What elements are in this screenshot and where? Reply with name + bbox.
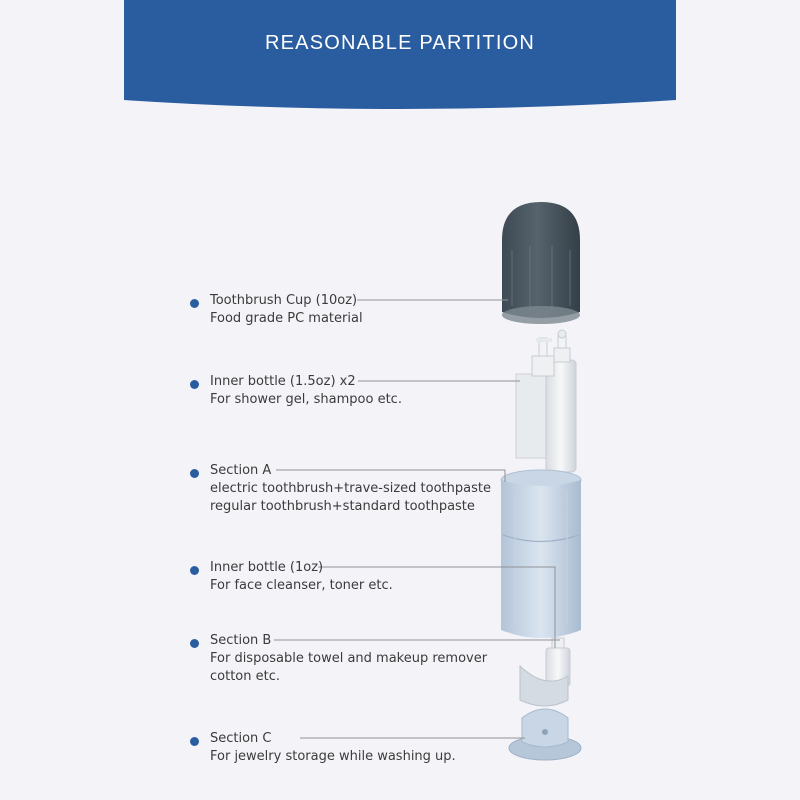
- callout-description: For face cleanser, toner etc.: [210, 578, 393, 593]
- inner-bottles-1-5oz: [516, 330, 576, 472]
- callout-title: Section A: [210, 463, 272, 478]
- callout-description: Food grade PC material: [210, 311, 363, 326]
- bullet-dot: [190, 380, 199, 389]
- bullet-dot: [190, 737, 199, 746]
- callout-title: Section C: [210, 731, 272, 746]
- callout-description: For jewelry storage while washing up.: [210, 749, 456, 764]
- base-section-c: [509, 709, 581, 760]
- bullet-dot: [190, 469, 199, 478]
- main-body-section-a: [501, 470, 581, 638]
- bullet-dot: [190, 566, 199, 575]
- callout-title: Inner bottle (1oz): [210, 560, 324, 575]
- toothbrush-cup: [502, 202, 580, 324]
- bullet-dot: [190, 299, 199, 308]
- callout-description: For disposable towel and makeup remover: [210, 651, 488, 666]
- callout-description: For shower gel, shampoo etc.: [210, 392, 402, 407]
- callout-description: regular toothbrush+standard toothpaste: [210, 499, 475, 514]
- callout-title: Inner bottle (1.5oz) x2: [210, 374, 356, 389]
- callout-title: Toothbrush Cup (10oz): [210, 293, 358, 308]
- callout-description: electric toothbrush+trave-sized toothpaste: [210, 481, 491, 496]
- callout-description: cotton etc.: [210, 669, 280, 684]
- page-title: REASONABLE PARTITION: [265, 32, 535, 54]
- bullet-dot: [190, 639, 199, 648]
- callout-title: Section B: [210, 633, 272, 648]
- inner-bottle-1oz: [520, 638, 570, 706]
